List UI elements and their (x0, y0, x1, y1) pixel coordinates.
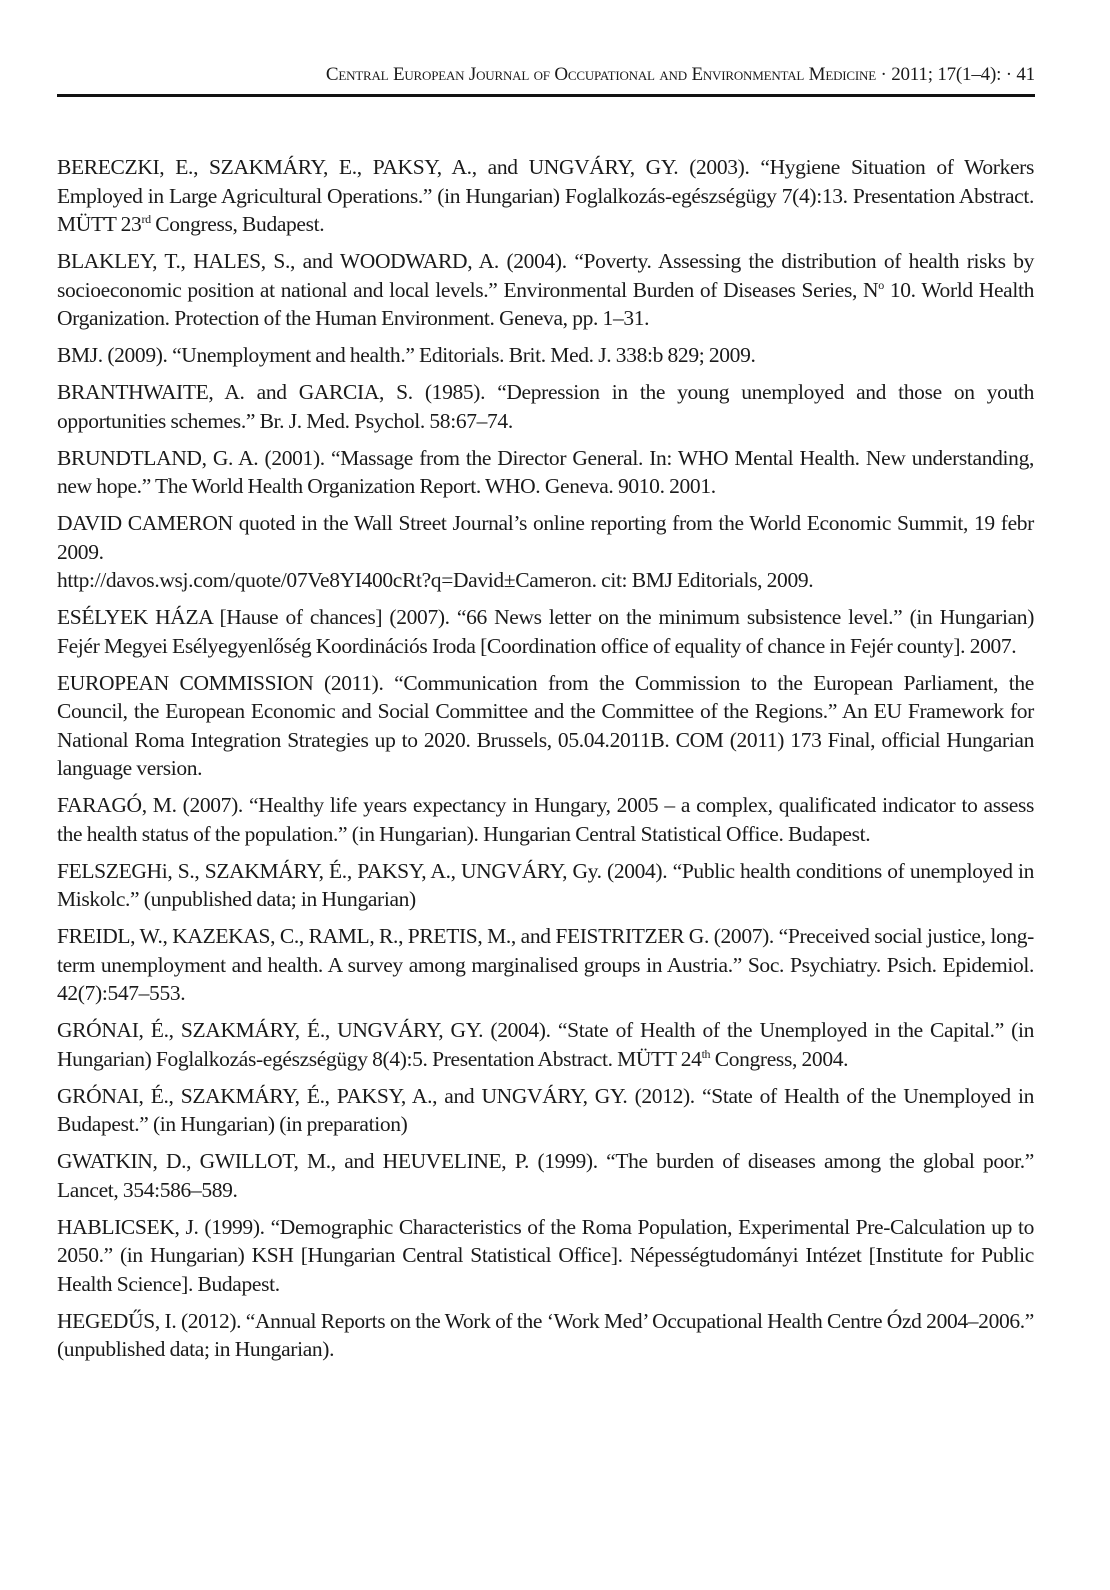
reference-cameron-2009 (57, 509, 1034, 595)
ordinal-superscript: rd (141, 212, 151, 226)
header-separator: · (875, 64, 892, 85)
reference-text: Congress, Budapest. (150, 212, 325, 236)
reference-bereczki-2003 (57, 153, 1034, 239)
reference-eselyek-haza-2007: ESÉLYEK HÁZA [Hause of chances] (2007). “66 News letter on the minimum subsistence level.” (in Hungarian) Fejér Megyei Esélyegyenlőség Koordinációs Iroda [Coordination office of equality of chance in Fejér county]. 2007. (57, 605, 1034, 658)
reference-gronai-2012: GRÓNAI, É., SZAKMÁRY, É., PAKSY, A., and UNGVÁRY, GY. (2012). “State of Health of the Unemployed in Budapest.” (in Hungarian) (in preparation) (57, 1083, 1034, 1136)
reference-european-commission-2011: EUROPEAN COMMISSION (2011). “Communication from the Commission to the European Parliament, the Council, the European Economic and Social Committee and the Committee of the Regions.” An EU Framework for National Roma Integration Strategies up to 2020. Brussels, 05.04.2011B. COM (2011) 173 Final, official Hungarian language version. (57, 670, 1034, 780)
reference-text: Congress, 2004. (710, 1046, 849, 1071)
reference-text: DAVID CAMERON quoted in the Wall Street Journal’s online reporting from the World Economic Summit, 19 febr 2009. (57, 511, 1034, 564)
reference-text: 10. World Health Organization. Protection of the Human Environment. Geneva, pp. 1–31. (57, 277, 1034, 330)
reference-freidl-2007: FREIDL, W., KAZEKAS, C., RAML, R., PRETIS, M., and FEISTRITZER G. (2007). “Preceived social justice, long-term unemployment and health. A survey among marginalised groups in Austria.” Soc. Psychiatry. Psich. Epidemiol. 42(7):547–553. (57, 924, 1034, 1005)
reference-text: BLAKLEY, T., HALES, S., and WOODWARD, A. (2004). “Poverty. Assessing the distribution of health risks by socioeconomic position at national and local levels.” Environmental Burden of Diseases Series, N (57, 249, 1034, 302)
reference-list (57, 153, 1034, 1372)
reference-hablicsek-1999: HABLICSEK, J. (1999). “Demographic Characteristics of the Roma Population, Experimental Pre-Calculation up to 2050.” (in Hungarian) KSH [Hungarian Central Statistical Office]. Népességtudományi Intézet [Institute for Public Health Science]. Budapest. (57, 1214, 1034, 1296)
reference-url-link[interactable]: http://davos.wsj.com/quote/07Ve8YI400cRt?q=David±Cameron. cit: BMJ Editorials, 2009. (57, 568, 814, 592)
reference-text: GRÓNAI, É., SZAKMÁRY, É., UNGVÁRY, GY. (2004). “State of Health of the Unemployed in the Capital.” (in Hungarian) Foglalkozás-egészségügy 8(4):5. Presentation Abstract. MÜTT 24 (57, 1018, 1034, 1071)
running-header (57, 62, 1035, 88)
ordinal-superscript: th (701, 1046, 711, 1061)
reference-text: BERECZKI, E., SZAKMÁRY, E., PAKSY, A., and UNGVÁRY, GY. (2003). “Hygiene Situation of Workers Employed in Large Agricultural Operations.” (in Hungarian) Foglalkozás-egészségügy 7(4):13. Presentation Abstract. MÜTT 23 (57, 155, 1034, 236)
reference-gwatkin-1999: GWATKIN, D., GWILLOT, M., and HEUVELINE, P. (1999). “The burden of diseases among the global poor.” Lancet, 354:586–589. (57, 1149, 1034, 1202)
header-rule (57, 94, 1035, 97)
issue-and-page-number: 2011; 17(1–4): · 41 (891, 64, 1035, 85)
degree-superscript: o (878, 277, 884, 292)
journal-title: Central European Journal of Occupational and Environmental Medicine (325, 64, 876, 85)
reference-blakley-2004 (57, 247, 1034, 333)
reference-hegedus-2012: HEGEDŰS, I. (2012). “Annual Reports on the Work of the ‘Work Med’ Occupational Health Centre Ózd 2004–2006.” (unpublished data; in Hungarian). (57, 1308, 1034, 1361)
reference-brundtland-2001: BRUNDTLAND, G. A. (2001). “Massage from the Director General. In: WHO Mental Health. New understanding, new hope.” The World Health Organization Report. WHO. Geneva. 9010. 2001. (57, 445, 1034, 498)
reference-farago-2007: FARAGÓ, M. (2007). “Healthy life years expectancy in Hungary, 2005 – a complex, qualificated indicator to assess the health status of the population.” (in Hungarian). Hungarian Central Statistical Office. Budapest. (57, 793, 1034, 846)
reference-gronai-2004 (57, 1016, 1034, 1073)
reference-bmj-2009: BMJ. (2009). “Unemployment and health.” Editorials. Brit. Med. J. 338:b 829; 2009. (57, 343, 756, 367)
reference-felszeghi-2004: FELSZEGHi, S., SZAKMÁRY, É., PAKSY, A., UNGVÁRY, Gy. (2004). “Public health conditions of unemployed in Miskolc.” (unpublished data; in Hungarian) (57, 858, 1034, 911)
reference-branthwaite-1985: BRANTHWAITE, A. and GARCIA, S. (1985). “Depression in the young unemployed and those on youth opportunities schemes.” Br. J. Med. Psychol. 58:67–74. (57, 380, 1034, 433)
